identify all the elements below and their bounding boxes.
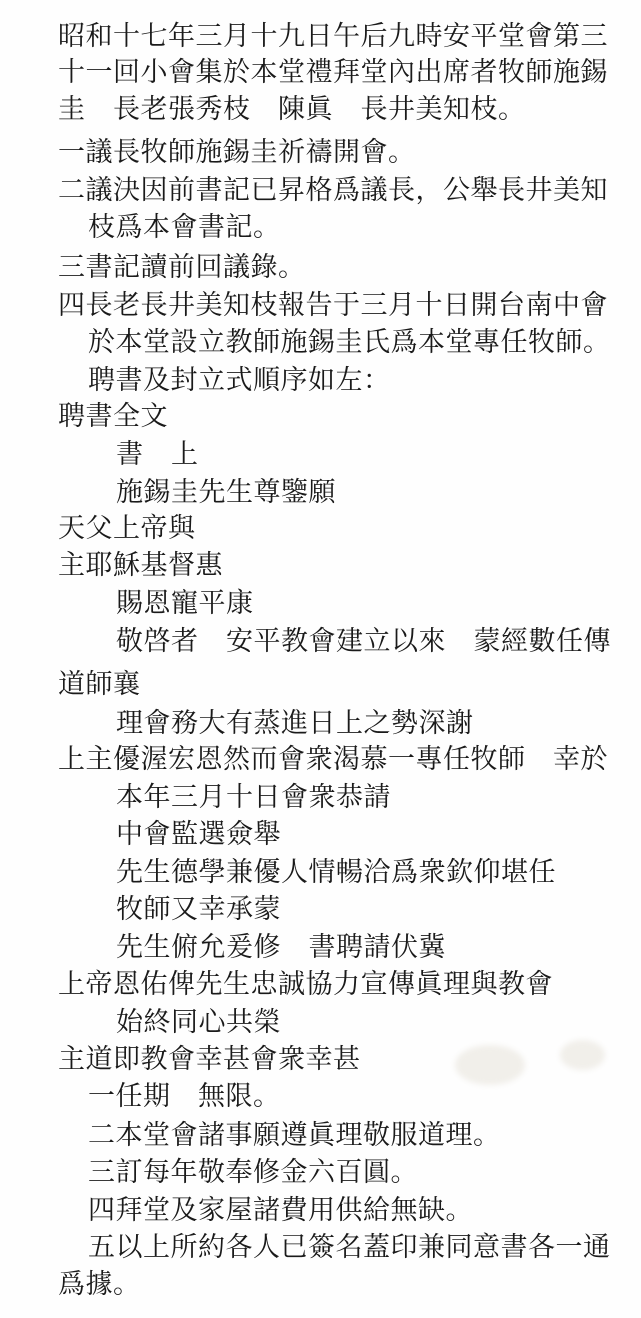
text-line: 三訂每年敬奉修金六百圓。 — [88, 1157, 418, 1188]
text-line: 上帝恩佑俾先生忠誠協力宣傳眞理與教會 — [58, 969, 553, 1000]
text-line: 理會務大有蒸進日上之勢深謝 — [116, 708, 474, 739]
text-line: 十一回小會集於本堂禮拜堂內出席者牧師施錫 — [58, 57, 608, 88]
text-line: 先生俯允爰修 書聘請伏冀 — [116, 932, 446, 963]
text-line: 四拜堂及家屋諸費用供給無缺。 — [88, 1195, 473, 1226]
text-line: 二本堂會諸事願遵眞理敬服道理。 — [88, 1120, 501, 1151]
text-line: 天父上帝與 — [58, 513, 196, 544]
text-line: 圭 長老張秀枝 陳眞 長井美知枝。 — [58, 94, 526, 125]
text-line: 爲據。 — [58, 1269, 141, 1300]
text-line: 先生德學兼優人情暢洽爲衆欽仰堪任 — [116, 857, 556, 888]
text-line: 三書記讀前回議錄。 — [58, 252, 306, 283]
text-line: 聘書及封立式順序如左： — [88, 365, 391, 396]
text-line: 本年三月十日會衆恭請 — [116, 782, 391, 813]
text-line: 二議決因前書記已昇格爲議長，公舉長井美知 — [58, 175, 608, 206]
text-line: 昭和十七年三月十九日午后九時安平堂會第三 — [58, 21, 608, 52]
text-line: 施錫圭先生尊鑒願 — [116, 477, 336, 508]
paper-stain — [455, 1045, 525, 1085]
text-line: 始終同心共榮 — [116, 1007, 281, 1038]
text-line: 聘書全文 — [58, 401, 168, 432]
text-line: 道師襄 — [58, 669, 141, 700]
text-line: 上主優渥宏恩然而會衆渴慕一專任牧師 幸於 — [58, 744, 608, 775]
text-line: 主道即教會幸甚會衆幸甚 — [58, 1044, 361, 1075]
paper-stain — [560, 1040, 605, 1070]
text-line: 賜恩寵平康 — [116, 588, 254, 619]
text-line: 中會監選僉舉 — [116, 819, 281, 850]
text-line: 枝爲本會書記。 — [88, 212, 281, 243]
text-line: 五以上所約各人已簽名蓋印兼同意書各一通 — [88, 1232, 611, 1263]
text-line: 四長老長井美知枝報告于三月十日開台南中會 — [58, 290, 608, 321]
text-line: 於本堂設立教師施錫圭氏爲本堂專任牧師。 — [88, 327, 611, 358]
text-line: 牧師又幸承蒙 — [116, 894, 281, 925]
text-line: 主耶穌基督惠 — [58, 550, 223, 581]
text-line: 書 上 — [116, 439, 199, 470]
text-line: 一任期 無限。 — [88, 1081, 281, 1112]
text-line: 敬啓者 安平教會建立以來 蒙經數任傳 — [116, 626, 611, 657]
text-line: 一議長牧師施錫圭祈禱開會。 — [58, 137, 416, 168]
